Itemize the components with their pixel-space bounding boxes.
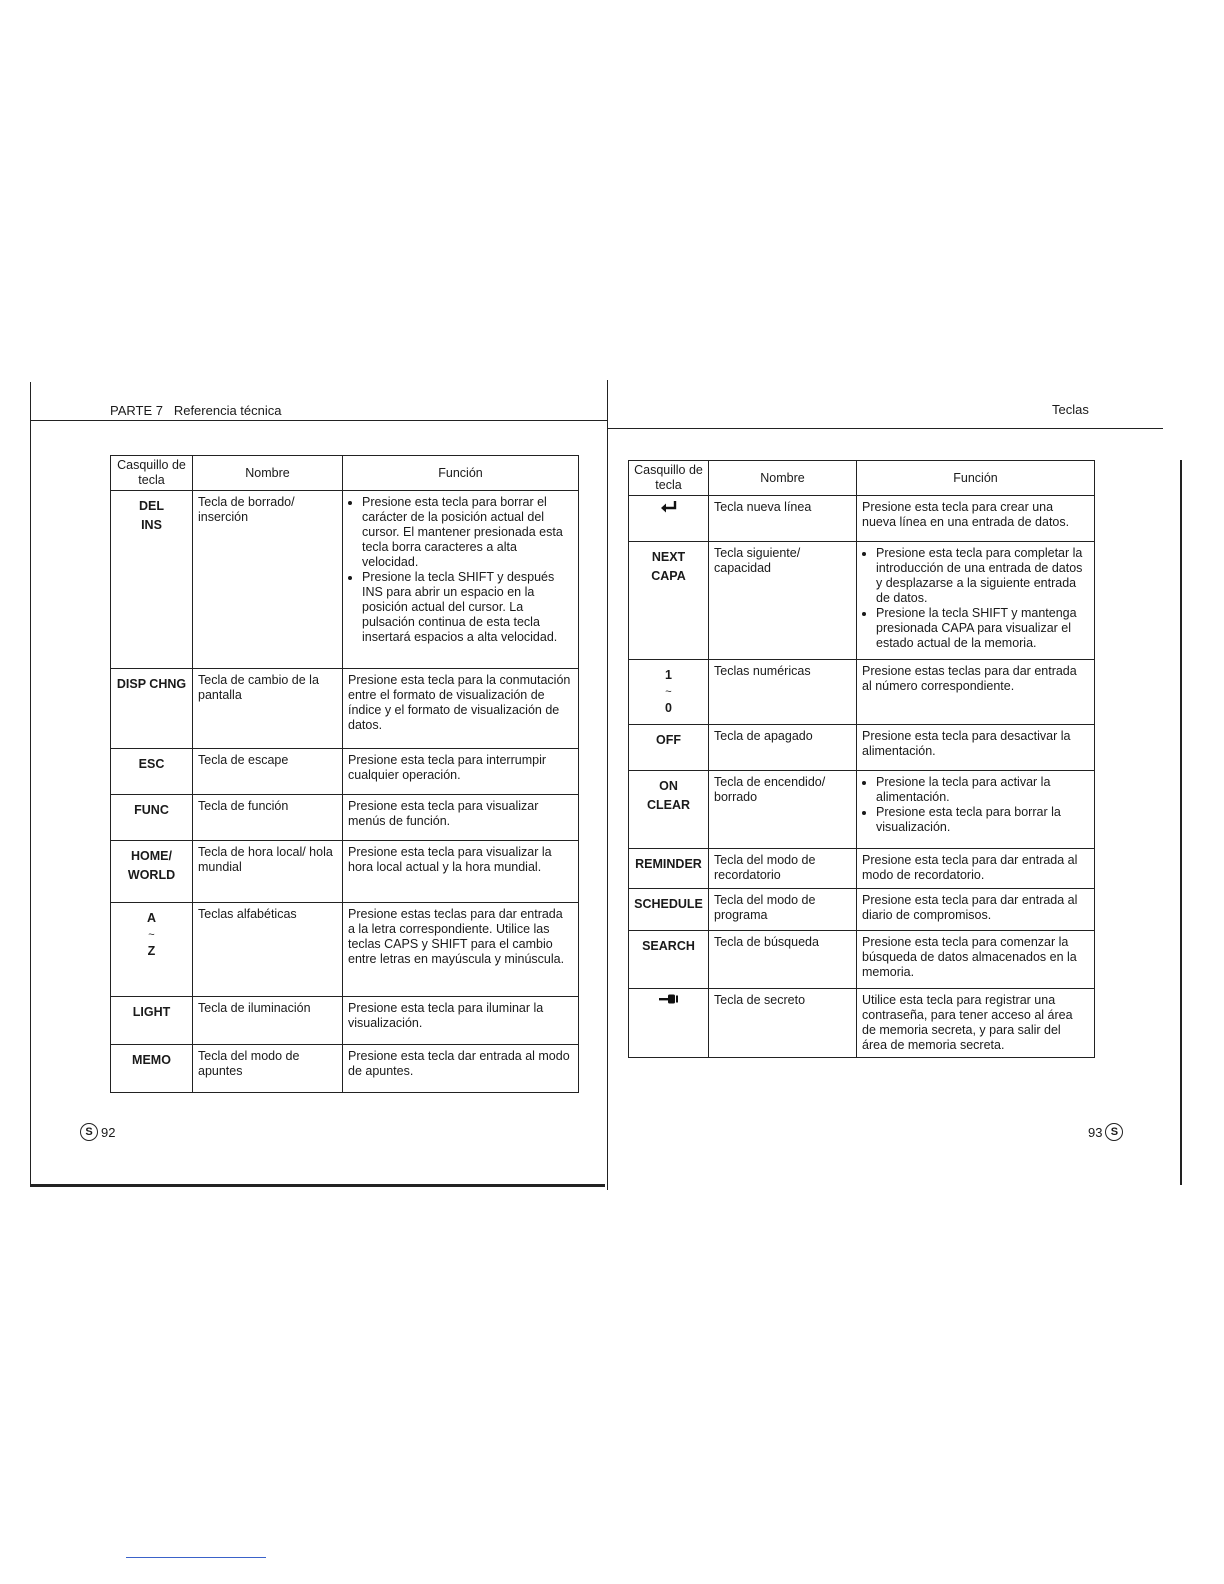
key-name: Tecla siguiente/ capacidad <box>709 542 857 660</box>
left-header-rule <box>30 420 608 421</box>
table-row <box>629 889 1095 931</box>
key-function: Presione esta tecla para visualizar la hora local actual y la hora mundial. <box>343 841 579 903</box>
part-label: PARTE 7 <box>110 403 163 418</box>
key-cap-reminder: REMINDER <box>635 857 702 871</box>
key-function: Presione esta tecla para comenzar la búsqueda de datos almacenados en la memoria. <box>857 931 1095 989</box>
key-name: Tecla del modo de recordatorio <box>709 849 857 889</box>
function-bullet-list <box>348 495 573 645</box>
key-name: Teclas alfabéticas <box>193 903 343 997</box>
s-badge-icon: S <box>1105 1123 1123 1141</box>
key-function: Presione estas teclas para dar entrada al número correspondiente. <box>857 660 1095 725</box>
left-page-header <box>110 403 282 418</box>
key-function <box>857 542 1095 660</box>
table-row <box>111 749 579 795</box>
key-cap-memo: MEMO <box>132 1053 171 1067</box>
key-cap-search: SEARCH <box>642 939 695 953</box>
col-header-name: Nombre <box>193 456 343 491</box>
key-cap-cell <box>629 660 709 725</box>
key-function: Presione esta tecla para la conmutación entre el formato de visualización de índice y el formato de visualización de datos. <box>343 669 579 749</box>
key-cap-cell <box>111 1045 193 1093</box>
key-cap-cell <box>111 749 193 795</box>
function-bullet: • Presione la tecla SHIFT y después INS para abrir un espacio en la posición actual del cursor. La pulsación continua de esta tecla insertará espacios a alta velocidad. <box>362 570 573 645</box>
page-number-text: 92 <box>101 1124 116 1140</box>
function-bullet: • Presione esta tecla para completar la introducción de una entrada de datos y desplazarse a la siguiente entrada de datos. <box>876 546 1089 606</box>
function-bullet-list <box>862 546 1089 651</box>
key-name: Tecla de escape <box>193 749 343 795</box>
key-cap-cell <box>629 889 709 931</box>
key-cap-cell <box>629 542 709 660</box>
table-row <box>111 841 579 903</box>
key-name: Tecla de secreto <box>709 989 857 1058</box>
col-header-function: Función <box>857 461 1095 496</box>
enter-arrow-icon <box>634 500 703 514</box>
key-function: Presione esta tecla para interrumpir cualquier operación. <box>343 749 579 795</box>
range-separator: ~ <box>148 929 155 941</box>
key-cap-cell <box>629 989 709 1058</box>
key-cap-del: DEL <box>139 499 164 513</box>
key-cap-cell <box>629 725 709 771</box>
key-cap-1: 1 <box>665 668 672 682</box>
table-row <box>629 725 1095 771</box>
key-cap-esc: ESC <box>138 757 165 771</box>
key-cap-home: HOME/ <box>131 849 172 863</box>
key-cap-off: OFF <box>656 733 681 747</box>
table-row <box>111 669 579 749</box>
key-function: Presione esta tecla para dar entrada al diario de compromisos. <box>857 889 1095 931</box>
range-separator: ~ <box>665 686 672 698</box>
key-name: Tecla de encendido/ borrado <box>709 771 857 849</box>
table-row <box>111 491 579 669</box>
key-name: Tecla de hora local/ hola mundial <box>193 841 343 903</box>
key-name: Tecla de iluminación <box>193 997 343 1045</box>
key-cap-a: A <box>146 911 157 925</box>
key-cap-capa: CAPA <box>651 569 686 583</box>
blue-underline <box>126 1557 266 1558</box>
key-cap-cell <box>111 669 193 749</box>
key-cap-0: 0 <box>665 701 672 715</box>
left-bottom-rule <box>30 1184 605 1187</box>
right-key-table <box>628 460 1095 1058</box>
table-row <box>111 997 579 1045</box>
key-cap-clear: CLEAR <box>646 798 691 812</box>
key-function: Presione esta tecla para crear una nueva línea en una entrada de datos. <box>857 496 1095 542</box>
key-function <box>343 491 579 669</box>
key-name: Tecla de borrado/ inserción <box>193 491 343 669</box>
function-bullet: • Presione la tecla SHIFT y mantenga presionada CAPA para visualizar el estado actual de la memoria. <box>876 606 1089 651</box>
key-cap-light: LIGHT <box>132 1005 171 1019</box>
table-row <box>629 771 1095 849</box>
key-function: Presione esta tecla para dar entrada al modo de recordatorio. <box>857 849 1095 889</box>
left-key-table <box>110 455 579 1093</box>
table-row <box>629 931 1095 989</box>
left-binding-line <box>30 382 31 1187</box>
key-secret-icon <box>634 993 703 1005</box>
key-cap-cell <box>111 795 193 841</box>
key-function: Presione esta tecla para visualizar menús de función. <box>343 795 579 841</box>
key-cap-ins: INS <box>141 518 162 532</box>
section-title: Referencia técnica <box>173 403 282 418</box>
left-page-number <box>80 1123 115 1141</box>
key-cap-cell <box>111 903 193 997</box>
table-row <box>629 989 1095 1058</box>
col-header-function: Función <box>343 456 579 491</box>
table-row <box>111 903 579 997</box>
table-row <box>629 660 1095 725</box>
key-function: Presione estas teclas para dar entrada a la letra correspondiente. Utilice las teclas CAPS y SHIFT para el cambio entre letras en mayúscula y minúscula. <box>343 903 579 997</box>
key-name: Teclas numéricas <box>709 660 857 725</box>
key-cap-cell <box>111 997 193 1045</box>
table-row <box>629 496 1095 542</box>
table-row <box>629 542 1095 660</box>
key-cap-on: ON <box>659 779 678 793</box>
key-name: Tecla de apagado <box>709 725 857 771</box>
col-header-name: Nombre <box>709 461 857 496</box>
key-name: Tecla del modo de programa <box>709 889 857 931</box>
table-row <box>111 1045 579 1093</box>
key-name: Tecla de función <box>193 795 343 841</box>
key-cap-world: WORLD <box>127 868 176 882</box>
right-header-rule <box>608 428 1163 429</box>
page-number-text: 93 <box>1088 1124 1103 1140</box>
key-function <box>857 771 1095 849</box>
s-badge-icon: S <box>80 1123 98 1141</box>
key-cap-cell <box>629 496 709 542</box>
function-bullet-list <box>862 775 1089 835</box>
key-cap-cell <box>111 841 193 903</box>
section-title: Teclas <box>1052 402 1089 417</box>
function-bullet: • Presione la tecla para activar la alimentación. <box>876 775 1089 805</box>
right-page-number <box>1088 1123 1123 1141</box>
key-cap-cell <box>629 931 709 989</box>
key-cap-cell <box>629 849 709 889</box>
key-cap-func: FUNC <box>134 803 169 817</box>
table-row <box>629 849 1095 889</box>
right-page-header <box>1052 402 1089 417</box>
key-cap-z: Z <box>147 944 156 958</box>
col-header-key: Casquillo de tecla <box>629 461 709 496</box>
key-function: Utilice esta tecla para registrar una contraseña, para tener acceso al área de memoria secreta, y para salir del área de memoria secreta. <box>857 989 1095 1058</box>
key-cap-cell <box>629 771 709 849</box>
function-bullet: • Presione esta tecla para borrar la visualización. <box>876 805 1089 835</box>
key-cap-cell <box>111 491 193 669</box>
table-row <box>111 795 579 841</box>
key-name: Tecla nueva línea <box>709 496 857 542</box>
key-function: Presione esta tecla para iluminar la visualización. <box>343 997 579 1045</box>
key-name: Tecla de cambio de la pantalla <box>193 669 343 749</box>
key-cap-schedule: SCHEDULE <box>634 897 703 911</box>
key-function: Presione esta tecla para desactivar la alimentación. <box>857 725 1095 771</box>
function-bullet: • Presione esta tecla para borrar el carácter de la posición actual del cursor. El mantener presionada esta tecla borra caracteres a alta velocidad. <box>362 495 573 570</box>
col-header-key: Casquillo de tecla <box>111 456 193 491</box>
key-cap-disp-chng: DISP CHNG <box>116 677 187 691</box>
key-cap-next: NEXT <box>651 550 686 564</box>
gutter-line <box>607 380 608 1190</box>
key-function: Presione esta tecla dar entrada al modo de apuntes. <box>343 1045 579 1093</box>
right-edge-line <box>1180 460 1182 1185</box>
key-name: Tecla del modo de apuntes <box>193 1045 343 1093</box>
key-name: Tecla de búsqueda <box>709 931 857 989</box>
